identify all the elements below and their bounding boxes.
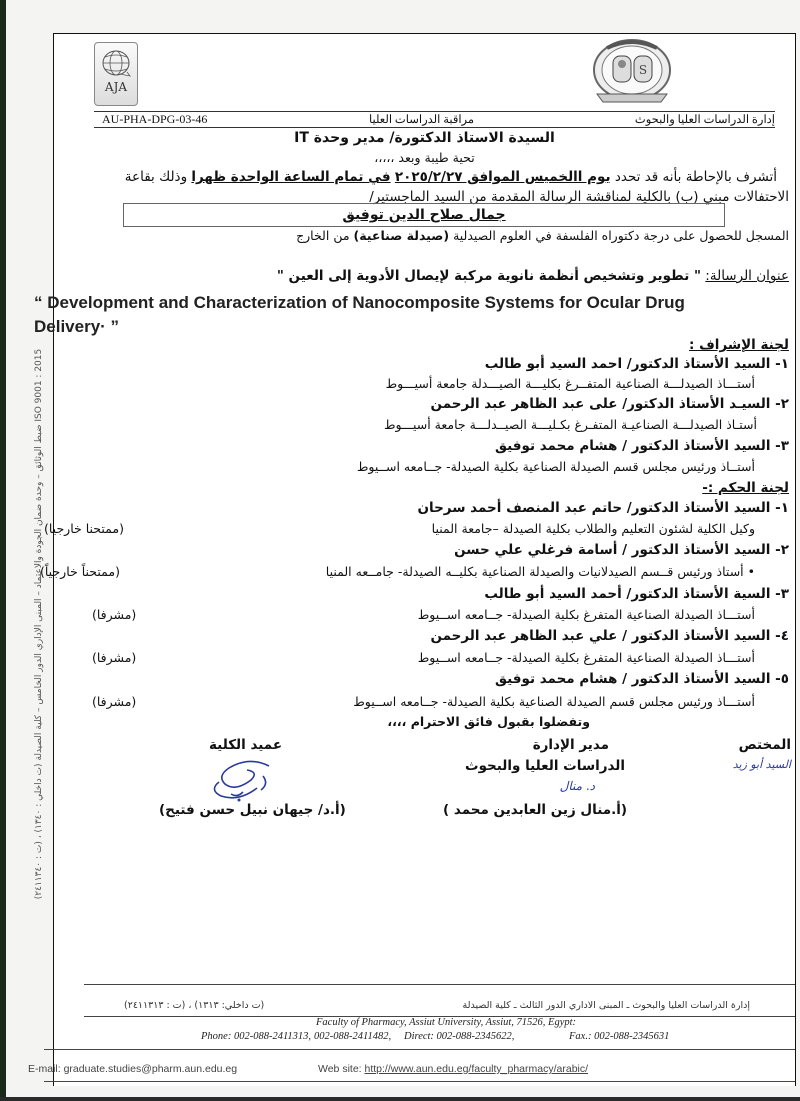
- defense-time: في تمام الساعة الواحدة ظهرا: [191, 169, 391, 185]
- letterhead: [54, 34, 795, 109]
- footer-fax: Fax.: 002-088-2345631: [569, 1031, 670, 1042]
- judge-3-name: ٣- السية الأستاذ الدكتور/ أحمد السيد أبو طالب: [484, 586, 789, 602]
- judge-1-role: (ممتحنا خارجيا): [44, 521, 124, 536]
- footer-phone-2: 002-088-2411482,: [314, 1031, 392, 1042]
- degree-specialty: (صيدلة صناعية): [353, 228, 450, 243]
- footer-phone-1: Phone: 002-088-2411313,: [201, 1031, 312, 1042]
- defense-date: يوم االخميس الموافق ٢٠٢٥/٢/٢٧: [394, 169, 611, 185]
- degree-prefix: المسجل للحصول على درجة دكتوراه الفلسفة في العلوم الصيدلية: [453, 228, 789, 243]
- header-center-label: مراقبة الدراسات العليا: [369, 114, 475, 126]
- supervisor-3-title: أستــاذ ورئيس مجلس قسم الصيدلة الصناعية بكلية الصيدلة- جــامعه اســيوط: [356, 459, 755, 474]
- body-line-2: الاحتفالات مبني (ب) بالكلية لمناقشة الرسالة المقدمة من السيد الماجستير/: [369, 189, 789, 205]
- body-line-1-prefix: أتشرف بالإحاطة بأنه قد تحدد: [614, 169, 777, 185]
- judge-5-role: (مشرفا): [92, 694, 137, 709]
- admin-manager-subtitle: الدراسات العليا والبحوث: [465, 758, 625, 774]
- admin-manager-title: مدير الإدارة: [532, 737, 609, 753]
- judge-2-name: ٢- السيد الأستاذ الدكتور / أسامة فرغلي علي حسن: [454, 542, 789, 558]
- footer-website-label: Web site:: [318, 1063, 362, 1075]
- thesis-title-en-1: “ Development and Characterization of Nanocomposite Systems for Ocular Drug: [34, 293, 685, 312]
- judge-4-name: ٤- السيد الأستاذ الدكتور / علي عبد الظاهر عبد الرحمن: [430, 628, 789, 644]
- judge-2-role: (ممتحناً خارجياً): [40, 564, 120, 579]
- footer-phone-ar: (ت داخلي: ١٣١٣) ، (ت : ٢٤١١٣١٣): [124, 1000, 265, 1011]
- judge-5-title: أستـــاذ ورئيس مجلس قسم الصيدلة الصناعية بكلية الصيدلة- جــامعه اســيوط: [353, 694, 755, 709]
- admin-manager-signature: د. منال: [559, 779, 595, 793]
- assiut-university-seal: [585, 34, 680, 109]
- judging-heading: لجنة الحكم :-: [702, 480, 789, 496]
- thesis-title-ar-line: [277, 268, 789, 284]
- addressee: السيدة الاستاذ الدكتورة/ مدير وحدة IT: [294, 130, 555, 146]
- side-margin-iso: ISO 9001 : 2015: [34, 348, 44, 422]
- footer-address-en: Faculty of Pharmacy, Assiut University, Assiut, 71526, Egypt:: [316, 1017, 577, 1028]
- admin-manager-name: (أ.منال زين العابدين محمد ): [443, 802, 627, 818]
- header-rule-bottom: [94, 127, 775, 128]
- greeting: تحية طيبة وبعد ،،،،،: [374, 150, 475, 165]
- judge-3-role: (مشرفا): [92, 607, 137, 622]
- scan-edge-left: [0, 0, 6, 1101]
- aja-accreditation-logo: [94, 42, 138, 106]
- footer-address-ar: إدارة الدراسات العليا والبحوث ـ المبنى الاداري الدور الثالث ـ كلية الصيدلة: [462, 1000, 750, 1011]
- judge-3-title: أستـــاذ الصيدلة الصناعية المتفرغ بكلية الصيدلة- جــامعه اســيوط: [417, 607, 755, 622]
- svg-text:S: S: [638, 63, 648, 77]
- supervision-heading: لجنة الإشراف :: [689, 337, 789, 353]
- body-line-1-suffix: وذلك بقاعة: [124, 169, 188, 185]
- thesis-title-en-2: Delivery· ”: [34, 317, 120, 336]
- thesis-label: عنوان الرسالة:: [705, 268, 789, 284]
- side-margin-arabic: ضبط الوثائق – وحدة ضمان الجودة والاعتماد – المبنى الإداري الدور الخامس – كلية الصيدلة (ت داخلي : ١٣٤٠) ، (ت : ٢٤١١٣٤٠): [34, 424, 44, 900]
- dean-name: (أ.د/ جيهان نبيل حسن فتيح): [159, 802, 346, 818]
- header-info-row: [94, 112, 775, 128]
- closing-line: وتفضلوا بقبول فائق الاحترام ،،،،: [387, 714, 590, 729]
- aja-logo-text: AJA: [104, 80, 128, 94]
- footer-rule-4: [44, 1081, 795, 1082]
- dean-signature: [199, 754, 279, 804]
- body-line-1: [125, 169, 777, 185]
- scan-edge-bottom: [0, 1097, 800, 1101]
- footer-rule-1: [84, 984, 795, 985]
- candidate-name: جمال صلاح الدين توفيق: [123, 203, 725, 227]
- supervisor-1-title: أستـــاذ الصيدلـــة الصناعية المتفــرغ بكليـــة الصيـــدلة جامعة أسيـــوط: [385, 376, 755, 391]
- footer-email[interactable]: E-mail: graduate.studies@pharm.aun.edu.eg: [28, 1063, 238, 1075]
- judge-4-role: (مشرفا): [92, 650, 137, 665]
- footer-website-link[interactable]: http://www.aun.edu.eg/faculty_pharmacy/arabic/: [364, 1063, 589, 1075]
- side-margin-text: [34, 349, 44, 899]
- dean-title: عميد الكلية: [209, 737, 283, 753]
- supervisor-2-title: أستـاذ الصيدلـــة الصناعيـة المتفـرغ بكـليـــة الصيــدلـــة جامعة أسيـــوط: [383, 417, 757, 432]
- letter-page: [28, 33, 796, 1086]
- degree-suffix: من الخارج: [296, 228, 350, 243]
- degree-line: [296, 228, 789, 243]
- document-code: AU-PHA-DPG-03-46: [102, 112, 208, 126]
- header-department-label: إدارة الدراسات العليا والبحوث: [634, 114, 775, 126]
- supervisor-1-name: ١- السيد الأستاذ الدكتور/ احمد السيد أبو طالب: [484, 356, 789, 372]
- side-margin-note: [28, 264, 50, 984]
- judge-5-name: ٥- السيد الأستاذ الدكتور / هشام محمد توفيق: [494, 671, 789, 687]
- footer-direct: Direct: 002-088-2345622,: [404, 1031, 515, 1042]
- supervisor-2-name: ٢- السيـد الأستاذ الدكتور/ على عبد الظاهر عبد الرحمن: [430, 396, 789, 412]
- footer-website: [318, 1063, 588, 1075]
- judge-4-title: أستـــاذ الصيدلة الصناعية المتفرغ بكلية الصيدلة- جــامعه اســيوط: [417, 650, 755, 665]
- thesis-title-ar: " تطوير وتشخيص أنظمة نانوية مركبة لإيصال الأدوية إلى العين ": [276, 268, 701, 284]
- judge-1-name: ١- السيد الأستاذ الدكتور/ حاتم عبد المنصف أحمد سرحان: [417, 500, 789, 516]
- specialist-signature: السيد أبو زيد: [732, 758, 791, 771]
- judge-2-title: • أستاذ ورئيس قــسم الصيدلانيات والصيدلة الصناعية بكليــه الصيدلة- جامــعه المنيا: [325, 564, 755, 579]
- judge-1-title: وكيل الكلية لشئون التعليم والطلاب بكلية الصيدلة –جامعة المنيا: [431, 521, 755, 536]
- footer-rule-3: [44, 1049, 795, 1050]
- specialist-title: المختص: [738, 737, 791, 753]
- supervisor-3-name: ٣- السيد الأستاذ الدكتور / هشام محمد توفيق: [494, 438, 789, 454]
- globe-icon: [100, 48, 132, 78]
